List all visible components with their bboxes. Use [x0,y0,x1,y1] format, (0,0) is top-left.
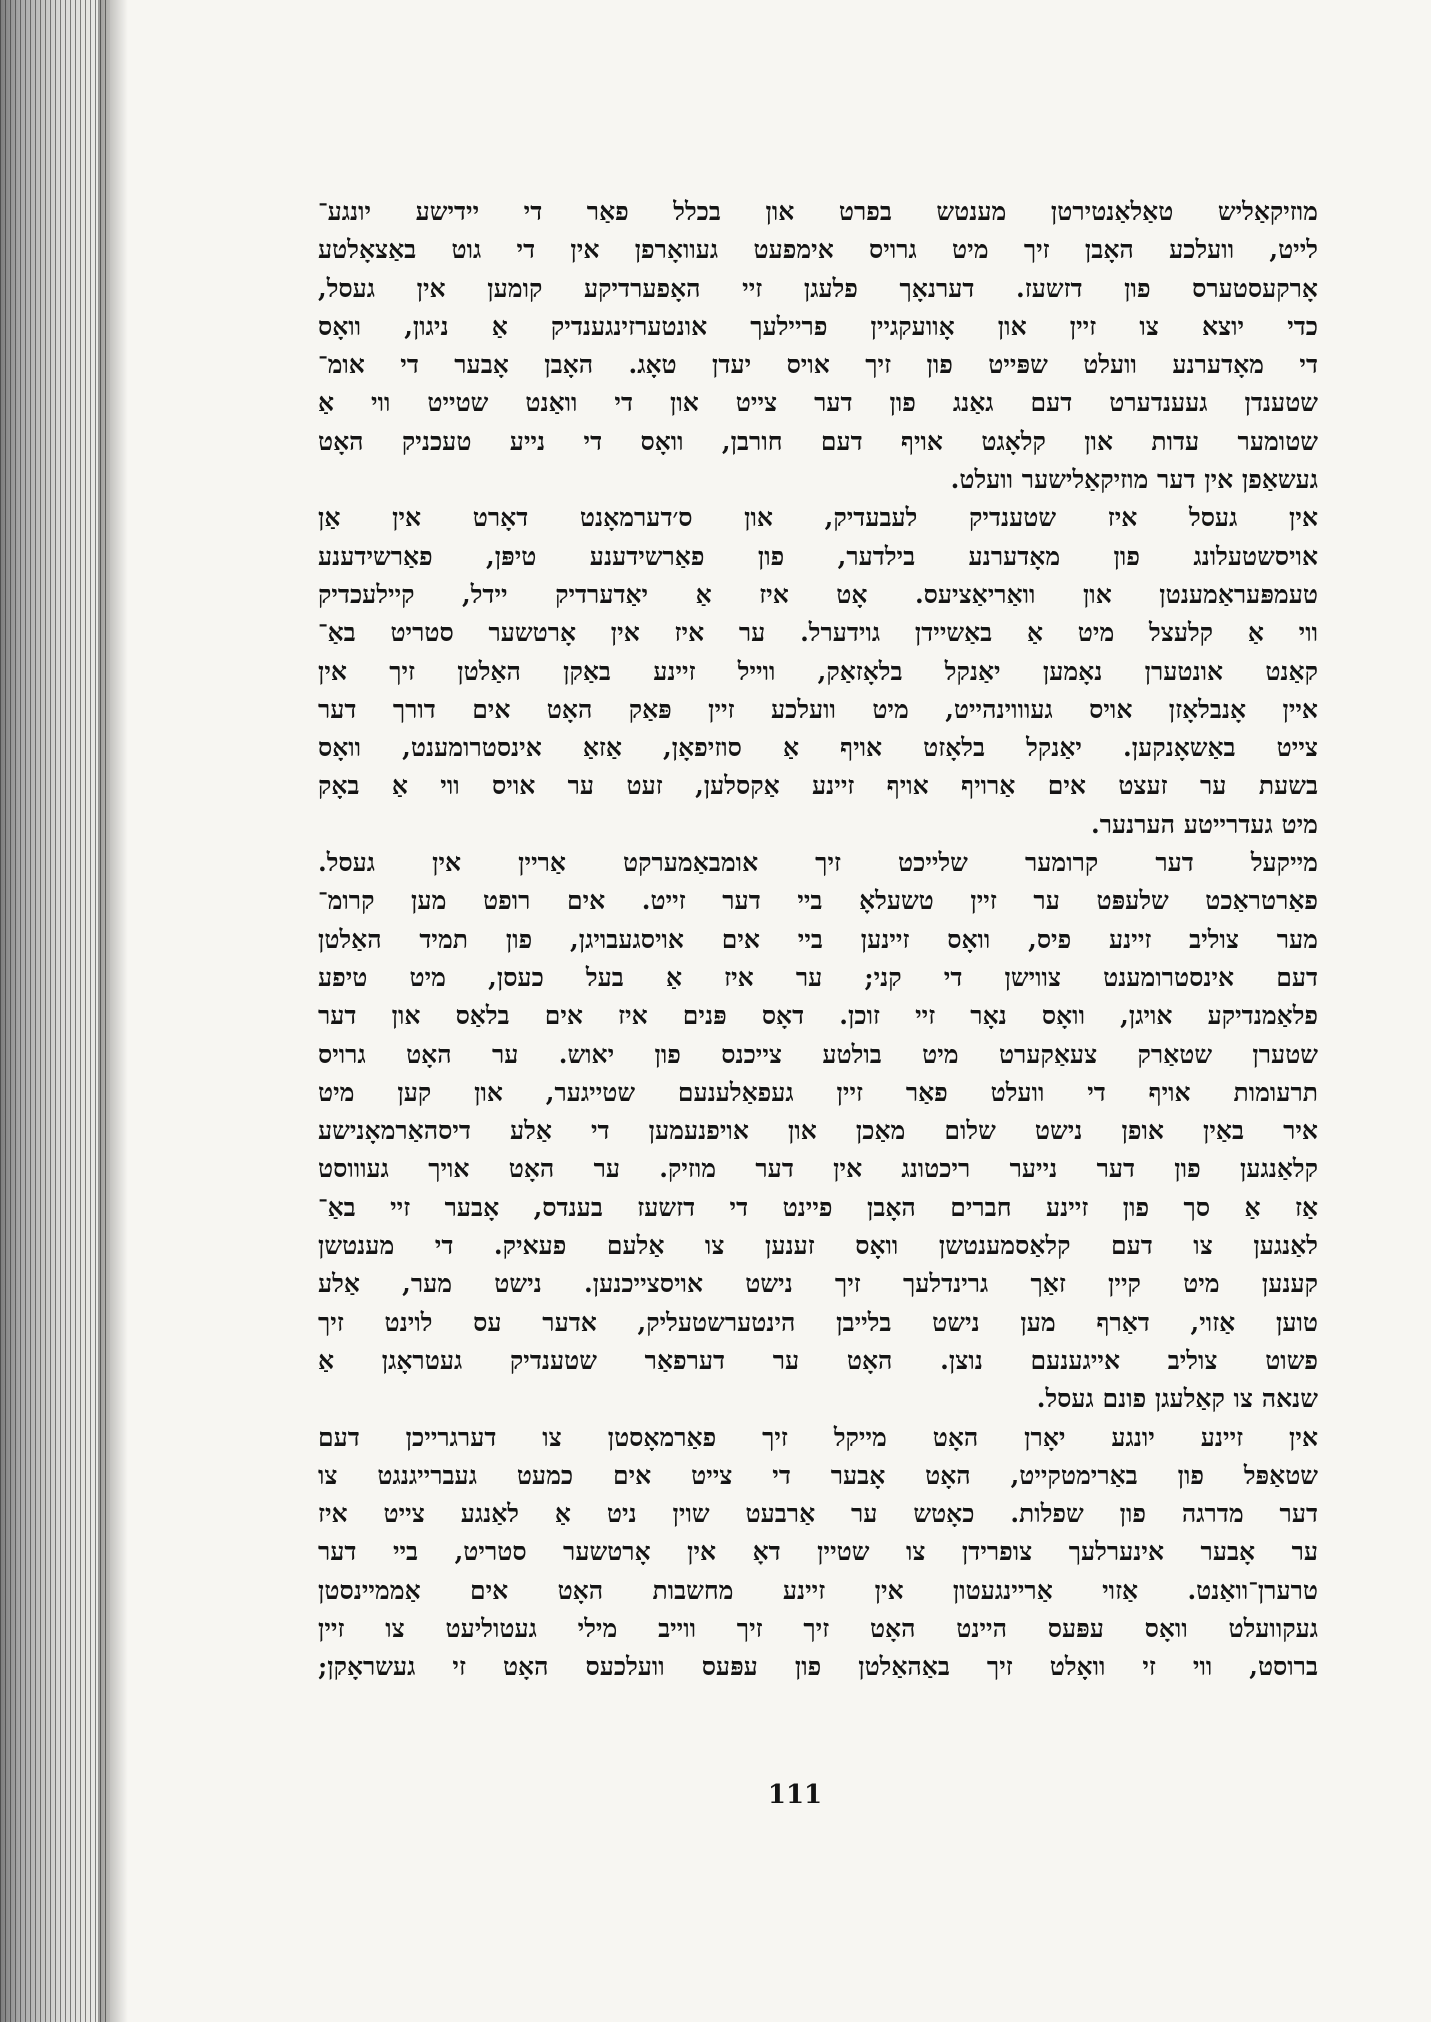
text-line: לאַנגען צו דעם קלאַסמענטשן וואָס זענען צו אַלעם פעאיק. די מענטשן [318,1231,1318,1261]
body-text [318,193,1318,1687]
book-page-edges [0,0,110,2022]
text-line: פלאַמנדיקע אויגן, וואָס נאָר זיי זוכן. דאָס פּנים איז אים בלאַס און דער [318,1001,1318,1031]
text-line: שטאַפּל פון באַרימטקייט, האָט אָבער די צייט אים כמעט געברייגנגט צו [318,1460,1318,1490]
text-line: כדי יוצא צו זיין און אָוועקגיין פריילעך אונטערזינגענדיק אַ ניגון, וואָס [318,311,1318,341]
text-line: אויסשטעלונג פון מאָדערנע בילדער, פון פאַרשידענע טיפּן, פאַרשידענע [318,541,1318,571]
text-line: בשעת ער זעצט אים אַרויף אויף זיינע אַקסלען, זעט ער אויס ווי אַ באָק [318,771,1318,801]
text-line: קענען מיט קיין זאַך גרינדלעך זיך נישט אויסצייכנען. נישט מער, אַלע [318,1269,1318,1299]
text-line: מוזיקאַליש טאַלאַנטירטן מענטש בפרט און בכלל פאַר די יידישע יונגע־ [318,197,1318,226]
text-line: שטענדן געענדערט דעם גאַנג פון דער צייט און די וואַנט שטייט ווי אַ [318,388,1318,418]
text-line: שנאה צו קאַלעגן פונם געסל. [1036,1384,1318,1414]
text-line: ער אָבער אינערלעך צופרידן צו שטיין דאָ אין אָרטשער סטריט, ביי דער [318,1537,1318,1567]
text-line: שטערן שטאַרק צעאַקערט מיט בולטע צייכנס פון יאוש. ער האָט גרויס [318,1039,1318,1069]
text-line: שטומער עדות און קלאָגט אויף דעם חורבן, וואָס די נייע טעכניק האָט [318,426,1318,456]
text-line: אַז אַ סך פון זיינע חברים האָבן פיינט די דזשעז בענדס, אָבער זיי באַ־ [318,1192,1318,1222]
text-line: איר באַין אופן נישט שלום מאַכן און אויפנעמען די אַלע דיסהאַרמאָנישע [318,1116,1318,1146]
text-line: מיט געדרייטע הערנער. [1090,809,1318,839]
text-line: אין זיינע יונגע יאָרן האָט מייקל זיך פאַרמאָסטן צו דערגרייכן דעם [318,1422,1318,1452]
text-line: תרעומות אויף די וועלט פאַר זיין געפאַלענעם שטייגער, און קען מיט [318,1077,1318,1107]
page-number: 111 [767,1780,823,1810]
text-line: אין געסל איז שטענדיק לעבעדיק, און ס׳דערמאָנט דאָרט אין אַן [318,503,1318,533]
text-line: טעמפּעראַמענטן און וואַריאַציעס. אָט איז אַ יאַדערדיק יידל, קיילעכדיק [318,579,1318,609]
text-line: פשוט צוליב אייגענעם נוצן. האָט ער דערפאַר שטענדיק געטראָגן אַ [318,1345,1318,1375]
text-line: מער צוליב זיינע פיס, וואָס זיינען ביי אים אויסגעבויגן, פון תמיד האַלטן [318,924,1318,954]
gutter-shadow [98,0,128,2022]
text-line: ברוסט, ווי זי וואָלט זיך באַהאַלטן פון עפּעס וועלכעס האָט זי געשראָקן; [318,1652,1318,1682]
text-line: טרערן־וואַנט. אַזוי אַריינגעטון אין זיינע מחשבות האָט אים אַממיינסטן [318,1575,1318,1605]
text-line: טוען אַזוי, דאַרף מען נישט בלייבן הינטערשטעליק, אדער עס לוינט זיך [318,1307,1318,1337]
text-line: געקוועלט וואָס עפּעס היינט האָט זיך זיך ווייב מילי געטוליעט צו זיין [318,1613,1318,1643]
text-line: די מאָדערנע וועלט שפּייט פון זיך אויס יעדן טאָג. האָבן אָבער די אומ־ [318,350,1318,380]
text-line: קלאַנגען פון דער נייער ריכטונג אין דער מוזיק. ער האָט אויך געוווסט [318,1154,1318,1184]
text-line: קאַנט אונטערן נאָמען יאַנקל בלאָזאַק, ווייל זיינע באַקן האַלטן זיך אין [318,656,1318,686]
text-line: לייט, וועלכע האָבן זיך מיט גרויס אימפעט געוואָרפן אין די גוט באַצאָלטע [318,235,1318,265]
text-line: איין אָנבלאָזן אויס געוווינהייט, מיט וועלכע זיין פּאַק האָט אים דורך דער [318,694,1318,724]
text-line: ווי אַ קלעצל מיט אַ באַשיידן גוידערל. ער איז אין אָרטשער סטריט באַ־ [318,618,1318,648]
text-line: צייט באַשאָנקען. יאַנקל בלאָזט אויף אַ סוזיפאָן, אַזאַ אינסטרומענט, וואָס [318,733,1318,763]
text-line: מייקעל דער קרומער שלייכט זיך אומבאַמערקט אַריין אין געסל. [318,848,1318,878]
text-line: פאַרטראַכט שלעפּט ער זיין טשעלאָ ביי דער זייט. אים רופט מען קרומ־ [318,886,1318,916]
text-line: געשאַפן אין דער מוזיקאַלישער וועלט. [950,465,1318,495]
text-line: דעם אינסטרומענט צווישן די קני; ער איז אַ בעל כעסן, מיט טיפע [318,962,1318,992]
text-line: אָרקעסטערס פון דזשעז. דערנאָך פלעגן זיי האָפערדיקע קומען אין געסל, [318,273,1318,303]
text-line: דער מדרגה פון שפלות. כאָטש ער אַרבעט שוין ניט אַ לאַנגע צייט איז [318,1499,1318,1529]
